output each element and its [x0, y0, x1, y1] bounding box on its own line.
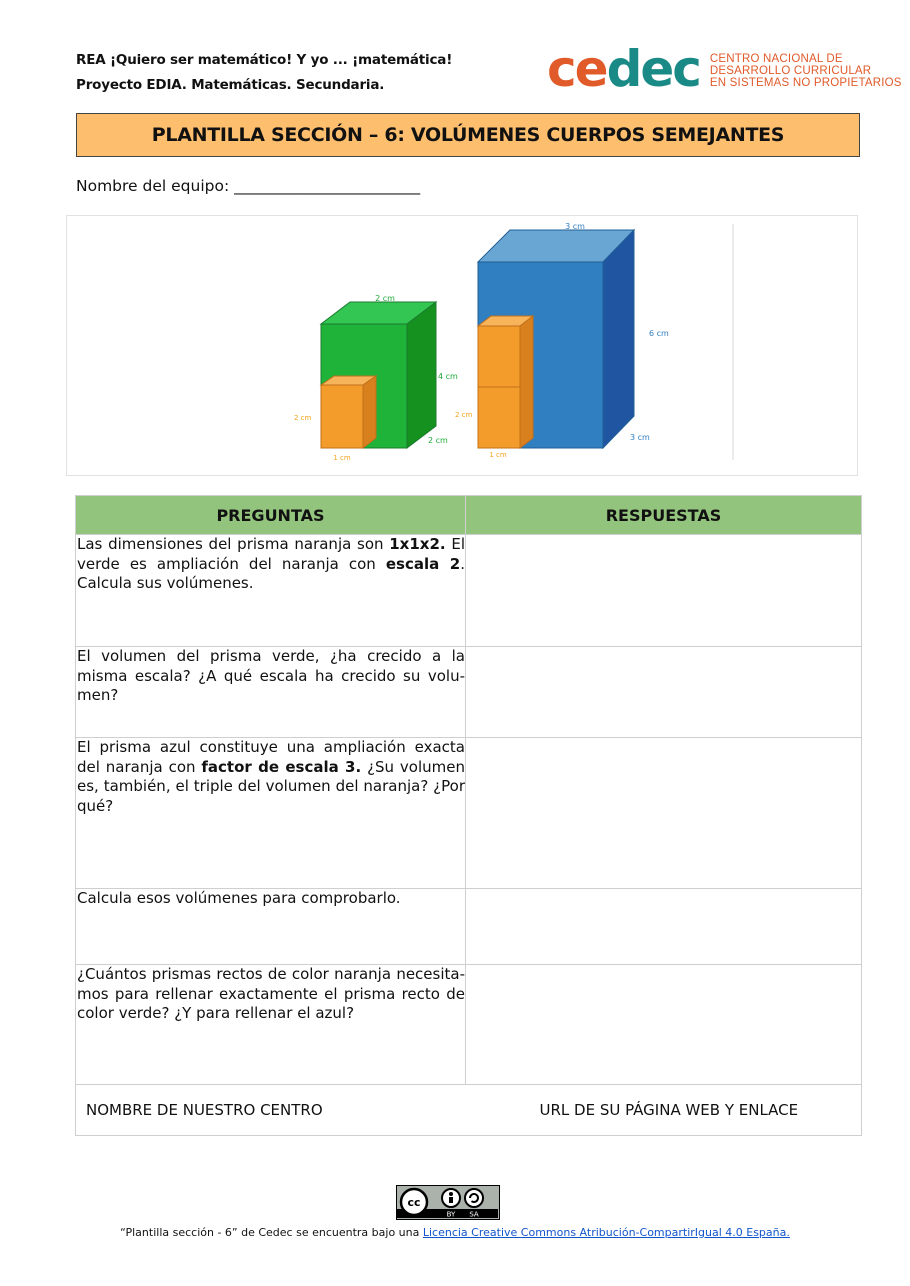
table-row	[76, 535, 862, 647]
table-row	[76, 965, 862, 1085]
label-orange-left-width: 1 cm	[333, 454, 351, 462]
orange-prism-left-front	[321, 385, 363, 448]
question-cell	[76, 647, 466, 738]
cc-by-sa-badge	[396, 1185, 500, 1220]
question-text-1	[76, 535, 465, 594]
column-header-questions: PREGUNTAS	[76, 496, 466, 535]
label-blue-height: 6 cm	[649, 329, 669, 338]
green-prism-side	[407, 302, 436, 448]
table-row	[76, 647, 862, 738]
table-row	[76, 889, 862, 965]
label-green-height: 4 cm	[438, 372, 458, 381]
logo-sub-line-3: EN SISTEMAS NO PROPIETARIOS	[709, 77, 902, 89]
question-1-bold: 1x1x2.	[389, 535, 446, 553]
school-name-label: NOMBRE DE NUESTRO CENTRO	[76, 1085, 466, 1136]
question-1-part: . Calcula sus volúmenes.	[77, 554, 465, 592]
answer-cell-5[interactable]	[466, 965, 862, 1085]
question-3-part: ¿Su volumen es, también, el triple del volumen del naranja? ¿Por qué?	[77, 757, 466, 815]
question-text-2: El volumen del prisma verde, ¿ha crecido a la misma escala? ¿A qué escala ha crecido su volu-men?	[77, 647, 465, 704]
cedec-logo	[547, 40, 902, 98]
question-cell	[76, 738, 466, 889]
question-cell	[76, 889, 466, 965]
logo-sub-line-1: CENTRO NACIONAL DE	[709, 53, 843, 65]
label-green-top: 2 cm	[375, 294, 395, 303]
by-person-body	[449, 1197, 453, 1203]
question-1-bold: escala 2	[385, 554, 461, 573]
label-orange-left-height: 2 cm	[294, 414, 312, 422]
license-line	[0, 1226, 910, 1239]
logo-word-ce: ce	[547, 40, 607, 98]
label-blue-top: 3 cm	[565, 222, 585, 231]
license-link[interactable]: Licencia Creative Commons Atribución-CompartirIgual 4.0 España.	[422, 1226, 790, 1239]
by-person-head	[449, 1192, 453, 1196]
answer-cell-1[interactable]	[466, 535, 862, 647]
cc-icon-letters: cc	[407, 1196, 421, 1209]
orange-prism-right-upper	[478, 326, 520, 387]
table-header-row	[76, 496, 862, 535]
question-cell	[76, 535, 466, 647]
header-line-2: Proyecto EDIA. Matemáticas. Secundaria.	[76, 77, 385, 93]
question-3-part: El prisma azul constituye una ampliación exacta del naranja con	[77, 738, 465, 776]
answer-cell-2[interactable]	[466, 647, 862, 738]
blue-prism-side	[603, 230, 634, 448]
logo-subtitle	[710, 53, 902, 89]
questions-table	[75, 495, 862, 1136]
orange-prism-left-side	[363, 376, 376, 448]
license-text: “Plantilla sección - 6” de Cedec se encuentra bajo una	[120, 1226, 423, 1239]
team-name-field[interactable]: Nombre del equipo: ________________________	[76, 177, 421, 195]
cc-badge-graphic	[397, 1186, 498, 1218]
badge-by-text: BY	[446, 1210, 456, 1218]
sa-share-icon	[465, 1189, 483, 1207]
logo-word-dec: dec	[606, 40, 700, 98]
question-1-part: El verde es ampliación del naranja con	[77, 535, 465, 573]
question-1-part: Las dimensiones del prisma naranja son	[77, 535, 390, 553]
table-row	[76, 738, 862, 889]
answer-cell-3[interactable]	[466, 738, 862, 889]
label-green-depth: 2 cm	[428, 436, 448, 445]
question-text-5: ¿Cuántos prismas rectos de color naranja necesita-mos para rellenar exactamente el prisma recto de color verde? ¿Y para rellenar el azul?	[77, 965, 465, 1022]
question-text-3	[76, 738, 465, 816]
prisms-illustration	[67, 216, 857, 475]
section-title: PLANTILLA SECCIÓN – 6: VOLÚMENES CUERPOS SEMEJANTES	[76, 113, 860, 157]
logo-sub-line-2: DESARROLLO CURRICULAR	[709, 65, 872, 77]
column-header-answers: RESPUESTAS	[466, 496, 862, 535]
school-url-label: URL DE SU PÁGINA WEB Y ENLACE	[466, 1085, 862, 1136]
question-cell	[76, 965, 466, 1085]
label-orange-right-width: 1 cm	[489, 451, 507, 459]
label-orange-right-height: 2 cm	[455, 411, 473, 419]
header-line-1: REA ¡Quiero ser matemático! Y yo ... ¡matemática!	[76, 52, 453, 68]
label-blue-depth: 3 cm	[630, 433, 650, 442]
orange-prism-right-side	[520, 316, 533, 448]
orange-prism-right-lower	[478, 387, 520, 448]
prisms-figure-frame	[66, 215, 858, 476]
answer-cell-4[interactable]	[466, 889, 862, 965]
question-text-4: Calcula esos volúmenes para comprobarlo.	[77, 889, 401, 907]
badge-sa-text: SA	[469, 1210, 479, 1218]
table-footer-row	[76, 1085, 862, 1136]
question-3-bold: factor de escala 3.	[201, 757, 362, 776]
